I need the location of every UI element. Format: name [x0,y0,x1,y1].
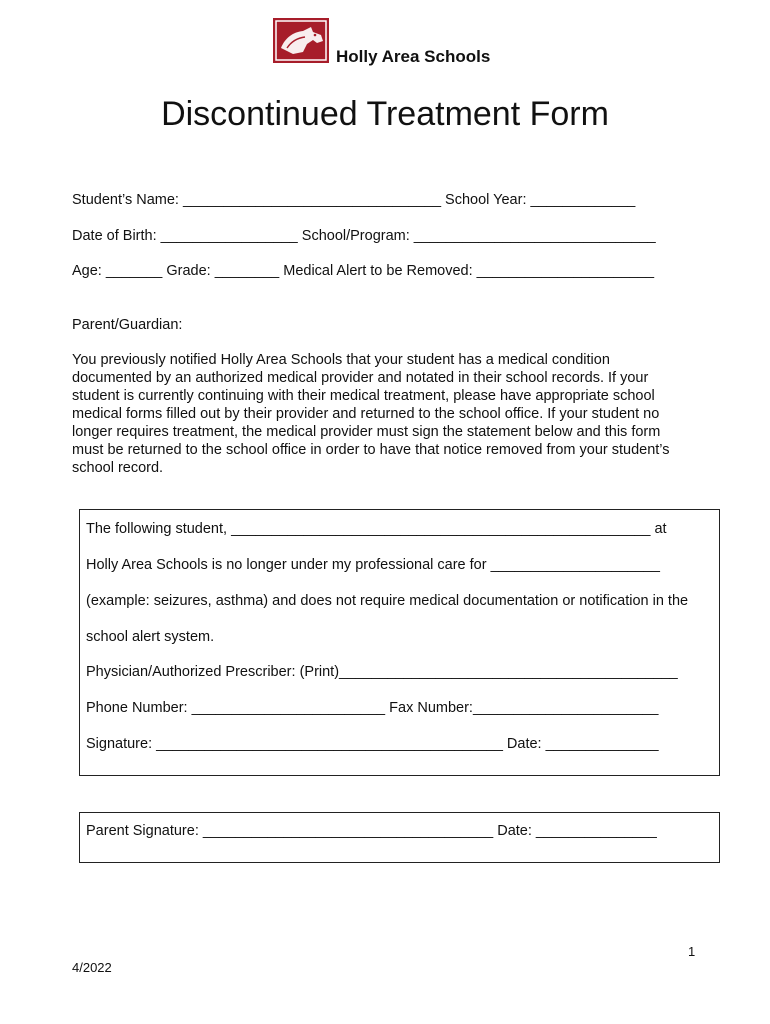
paragraph-line: student is currently continuing with their medical treatment, please have appropriate school [72,388,655,404]
phone-fax-field[interactable]: Phone Number: ________________________ Fax Number:_______________________ [86,700,659,716]
prescriber-print-field[interactable]: Physician/Authorized Prescriber: (Print)__________________________________________ [86,664,678,680]
mustang-horse-head-icon [273,18,329,63]
example-statement-line: (example: seizures, asthma) and does not require medical documentation or notification in the [86,593,689,609]
alert-system-line: school alert system. [86,629,215,645]
school-logo [273,18,329,63]
paragraph-line: documented by an authorized medical provider and notated in their school records. If your [72,370,649,386]
signature-date-field[interactable]: Signature: ___________________________________________ Date: ______________ [86,736,659,752]
paragraph-line: must be returned to the school office in order to have that notice removed from your student’s [72,442,670,458]
paragraph-line: You previously notified Holly Area Schools that your student has a medical condition [72,352,610,368]
instructions-paragraph [72,351,702,477]
greeting: Parent/Guardian: [72,317,183,333]
provider-statement-box [79,509,720,776]
paragraph-line: medical forms filled out by their provider and returned to the school office. If your student no [72,406,660,422]
paragraph-line: school record. [72,460,164,476]
date-of-birth-field[interactable]: Date of Birth: _________________ School/Program: ______________________________ [72,228,656,244]
school-name: Holly Area Schools [336,47,491,66]
page-number: 1 [688,944,696,959]
age-grade-alert-field[interactable]: Age: _______ Grade: ________ Medical Alert to be Removed: ______________________ [72,263,655,279]
revision-date: 4/2022 [72,960,112,975]
parent-signature-field[interactable]: Parent Signature: ____________________________________ Date: _______________ [86,823,657,839]
parent-signature-box [79,812,720,863]
paragraph-line: longer requires treatment, the medical provider must sign the statement below and this form [72,424,661,440]
condition-statement-line[interactable]: Holly Area Schools is no longer under my professional care for _____________________ [86,557,660,573]
page-title: Discontinued Treatment Form [161,95,609,133]
student-statement-line[interactable]: The following student, ____________________________________________________ at [86,521,667,537]
student-name-field[interactable]: Student’s Name: ________________________________ School Year: _____________ [72,192,636,208]
